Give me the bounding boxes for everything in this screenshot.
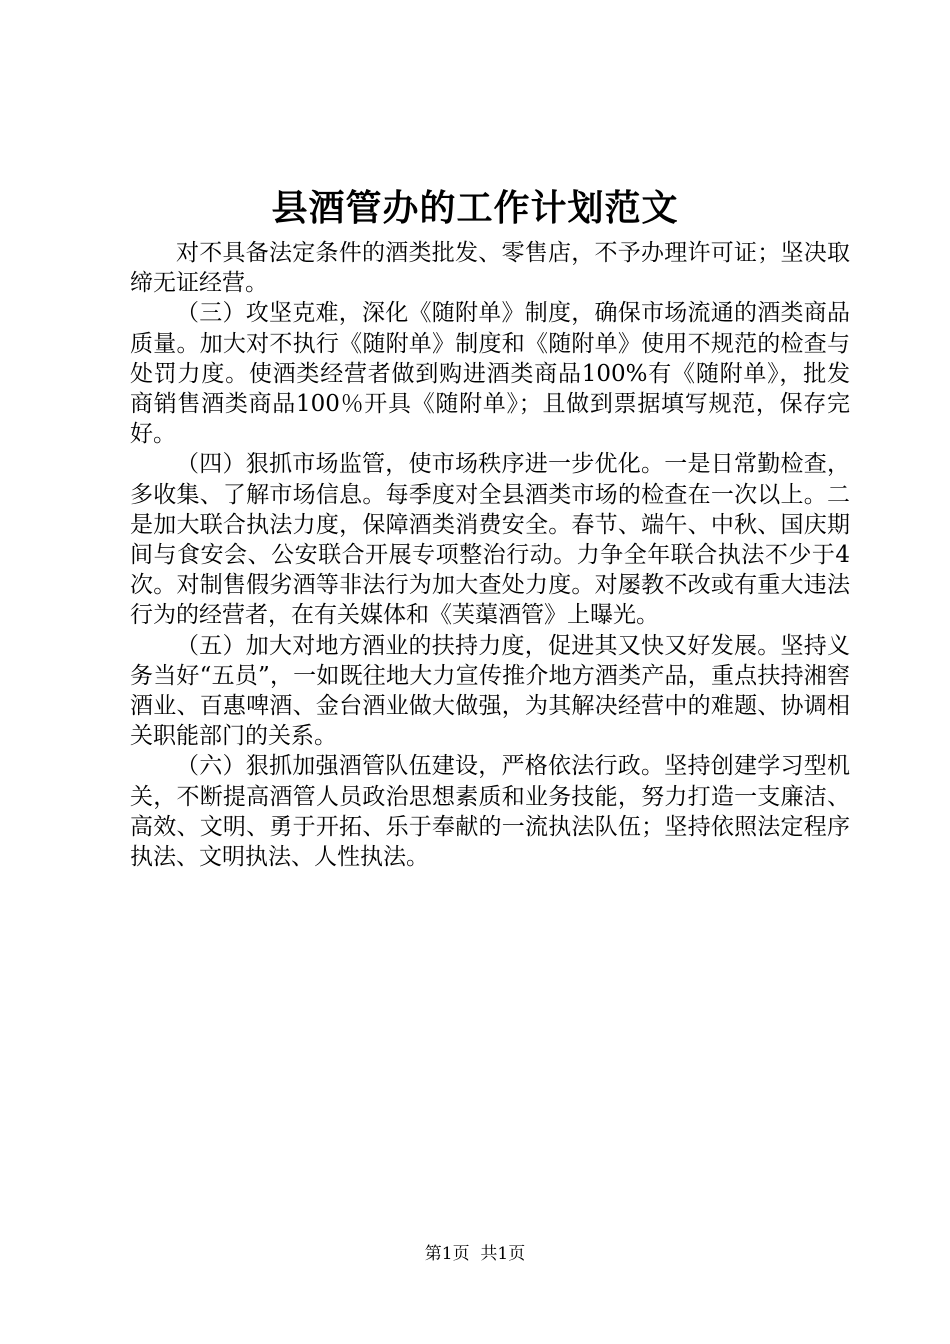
paragraph-5: （六）狠抓加强酒管队伍建设，严格依法行政。坚持创建学习型机关，不断提高酒管人员政治思想素质和业务技能，努力打造一支廉洁、高效、文明、勇于开拓、乐于奉献的一流执法队伍；坚持依照法定程序执法、文明执法、人性执法。 xyxy=(130,753,850,871)
paragraph-4: （五）加大对地方酒业的扶持力度，促进其又快又好发展。坚持义务当好“五员”，一如既往地大力宣传推介地方酒类产品，重点扶持湘窖酒业、百惠啤酒、金台酒业做大做强，为其解决经营中的难题、协调相关职能部门的关系。 xyxy=(130,632,850,750)
document-body xyxy=(130,238,850,872)
document-title: 县酒管办的工作计划范文 xyxy=(271,187,679,229)
page-footer xyxy=(0,1242,950,1266)
page-total: 共1页 xyxy=(480,1244,526,1264)
footer-spacer xyxy=(470,1244,481,1264)
paragraph-2: （三）攻坚克难，深化《随附单》制度，确保市场流通的酒类商品质量。加大对不执行《随附单》制度和《随附单》使用不规范的检查与处罚力度。使酒类经营者做到购进酒类商品100%有《随附单》，批发商销售酒类商品100％开具《随附单》；且做到票据填写规范，保存完好。 xyxy=(130,300,850,448)
paragraph-3: （四）狠抓市场监管，使市场秩序进一步优化。一是日常勤检查，多收集、了解市场信息。每季度对全县酒类市场的检查在一次以上。二是加大联合执法力度，保障酒类消费安全。春节、端午、中秋、国庆期间与食安会、公安联合开展专项整治行动。力争全年联合执法不少于4次。对制售假劣酒等非法行为加大查处力度。对屡教不改或有重大违法行为的经营者，在有关媒体和《芙蕖酒管》上曝光。 xyxy=(130,451,850,629)
page-number: 第1页 xyxy=(424,1244,470,1264)
paragraph-1: 对不具备法定条件的酒类批发、零售店，不予办理许可证；坚决取缔无证经营。 xyxy=(130,240,850,297)
